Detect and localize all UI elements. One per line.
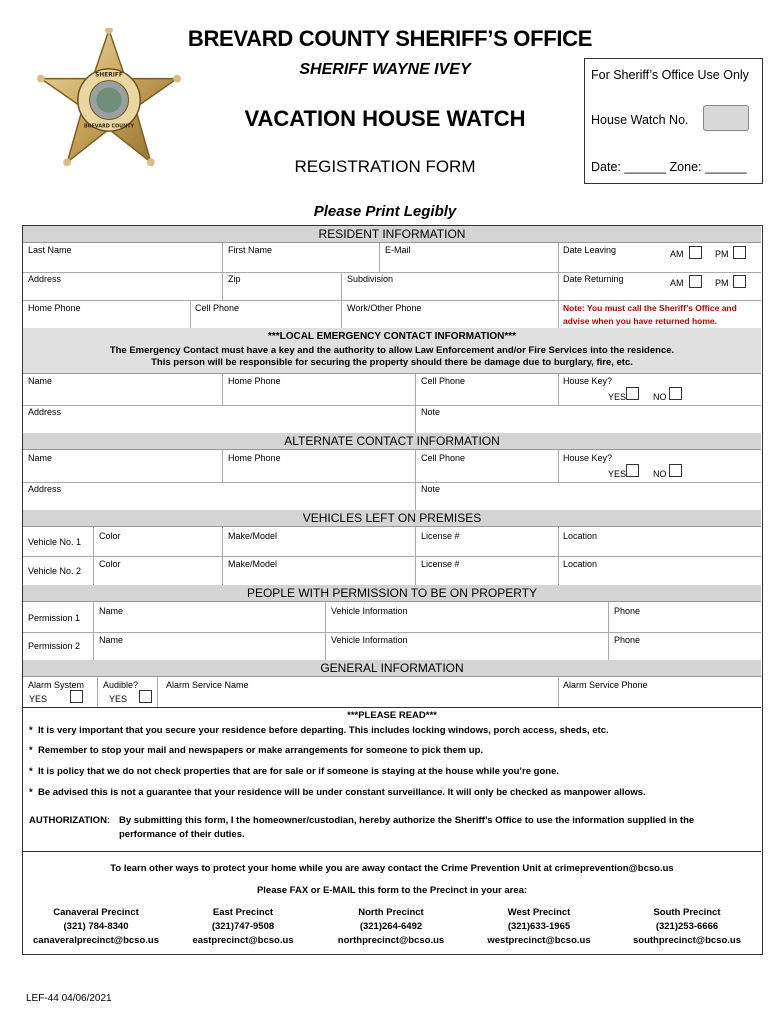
date-leaving-label: Date Leaving xyxy=(563,245,617,255)
alternate-house-key-label: House Key? xyxy=(563,453,613,463)
am-label-2: AM xyxy=(670,278,684,288)
alarm-yes-checkbox[interactable] xyxy=(70,690,83,703)
badge-ring-bottom: BREVARD COUNTY xyxy=(84,123,134,130)
form-title: VACATION HOUSE WATCH xyxy=(244,106,526,131)
zip-label: Zip xyxy=(228,274,241,284)
alternate-yes-label: YES xyxy=(608,469,627,479)
alarm-service-phone-label: Alarm Service Phone xyxy=(563,680,648,690)
emergency-key-yes-checkbox[interactable] xyxy=(626,387,639,400)
read-bullet-4-text: Be advised this is not a guarantee that your residence will be under constant surveillance. It will only be checked as manpower allows. xyxy=(37,787,646,798)
emergency-home-phone-label: Home Phone xyxy=(228,376,281,386)
precinct-email[interactable]: eastprecinct@bcso.us xyxy=(192,935,294,946)
permission-1-phone-label: Phone xyxy=(614,606,641,616)
badge-ring-top: SHERIFF xyxy=(95,72,123,79)
vehicle-1-make-label: Make/Model xyxy=(228,531,278,541)
last-name-label: Last Name xyxy=(28,245,72,255)
alternate-key-no-checkbox[interactable] xyxy=(669,464,682,477)
read-bullet-1: * It is very important that you secure your residence before departing. This includes locking windows, porch access, sheds, etc. xyxy=(29,725,609,736)
date-zone-label: Date: ______ Zone: ______ xyxy=(591,160,747,174)
emergency-header-block xyxy=(23,328,761,374)
precinct-email[interactable]: southprecinct@bcso.us xyxy=(633,935,741,946)
precinct-phone: (321)633-1965 xyxy=(507,921,571,932)
work-phone-label: Work/Other Phone xyxy=(347,303,422,313)
permission-section-header: PEOPLE WITH PERMISSION TO BE ON PROPERTY xyxy=(23,585,761,602)
sheriff-name: SHERIFF WAYNE IVEY xyxy=(299,61,471,78)
precinct-name: East Precinct xyxy=(212,907,274,918)
form-code: LEF-44 04/06/2021 xyxy=(26,993,112,1004)
office-use-box xyxy=(584,58,763,184)
vehicle-2-location-label: Location xyxy=(563,559,598,569)
emergency-line1: The Emergency Contact must have a key and the authority to allow Law Enforcement and/or Fire Services into the residence. xyxy=(109,345,675,356)
precinct-name: North Precinct xyxy=(358,907,424,918)
emergency-key-no-checkbox[interactable] xyxy=(669,387,682,400)
read-bullet-2-text: Remember to stop your mail and newspapers or make arrangements for someone to pick them up. xyxy=(37,745,484,756)
permission-2-phone-label: Phone xyxy=(614,635,641,645)
authorization-label: AUTHORIZATION: xyxy=(29,815,111,826)
read-bullet-2: * Remember to stop your mail and newspapers or make arrangements for someone to pick them up. xyxy=(29,745,484,756)
read-bullet-4: * Be advised this is not a guarantee that your residence will be under constant surveillance. It will only be checked as manpower allows. xyxy=(29,787,646,798)
permission-2-label: Permission 2 xyxy=(28,641,81,651)
audible-yes-checkbox[interactable] xyxy=(139,690,152,703)
vehicle-1-location-label: Location xyxy=(563,531,598,541)
general-section-header: GENERAL INFORMATION xyxy=(23,660,761,677)
cell-phone-label: Cell Phone xyxy=(195,303,240,313)
alternate-cell-phone-label: Cell Phone xyxy=(421,453,466,463)
precinct-phone: (321)253-6666 xyxy=(655,921,719,932)
am-label: AM xyxy=(670,249,684,259)
emergency-house-key-label: House Key? xyxy=(563,376,613,386)
alternate-name-label: Name xyxy=(28,453,53,463)
permission-1-label: Permission 1 xyxy=(28,613,81,623)
alternate-no-label: NO xyxy=(653,469,667,479)
vehicles-section-header: VEHICLES LEFT ON PREMISES xyxy=(23,510,761,527)
emergency-section-header: ***LOCAL EMERGENCY CONTACT INFORMATION*** xyxy=(267,331,517,342)
leaving-am-checkbox[interactable] xyxy=(689,246,702,259)
house-watch-number-field[interactable] xyxy=(703,105,749,131)
returning-pm-checkbox[interactable] xyxy=(733,275,746,288)
vehicle-2-label: Vehicle No. 2 xyxy=(28,566,82,576)
permission-2-vehicle-label: Vehicle Information xyxy=(331,635,408,645)
alternate-home-phone-label: Home Phone xyxy=(228,453,281,463)
crime-prevention-text: To learn other ways to protect your home while you are away contact the Crime Prevention Unit at crimeprevention@bcso.us xyxy=(110,863,674,874)
resident-section-header: RESIDENT INFORMATION xyxy=(23,226,761,243)
precinct-email[interactable]: northprecinct@bcso.us xyxy=(337,935,445,946)
emergency-address-label: Address xyxy=(28,407,62,417)
precinct-phone: (321) 784-8340 xyxy=(63,921,129,932)
precinct-name: Canaveral Precinct xyxy=(53,907,139,918)
alarm-yes-label: YES xyxy=(29,694,48,704)
vehicle-2-license-label: License # xyxy=(421,559,460,569)
permission-1-name-label: Name xyxy=(99,606,124,616)
emergency-name-label: Name xyxy=(28,376,53,386)
registration-form xyxy=(22,225,763,955)
precinct-west xyxy=(469,906,609,948)
vehicle-2-make-label: Make/Model xyxy=(228,559,278,569)
precinct-south xyxy=(617,906,757,948)
vehicle-1-color-label: Color xyxy=(99,531,121,541)
first-name-label: First Name xyxy=(228,245,273,255)
precinct-email[interactable]: westprecinct@bcso.us xyxy=(487,935,591,946)
authorization-line-1: By submitting this form, I the homeowner/custodian, hereby authorize the Sheriff’s Office to use the information supplied in the xyxy=(119,815,695,826)
emergency-no-label: NO xyxy=(653,392,667,402)
leaving-pm-checkbox[interactable] xyxy=(733,246,746,259)
pm-label: PM xyxy=(715,249,729,259)
read-bullet-1-text: It is very important that you secure your residence before departing. This includes locking windows, porch access, sheds, etc. xyxy=(37,725,609,736)
pm-label-2: PM xyxy=(715,278,729,288)
read-bullet-3: * It is policy that we do not check properties that are for sale or if someone is staying at the house while you’re gone. xyxy=(29,766,560,777)
emergency-line2: This person will be responsible for securing the property should there be damage due to burglary, fire, etc. xyxy=(151,357,633,368)
alarm-system-label: Alarm System xyxy=(28,680,85,690)
alarm-service-name-label: Alarm Service Name xyxy=(166,680,249,690)
permission-1-vehicle-label: Vehicle Information xyxy=(331,606,408,616)
alternate-note-label: Note xyxy=(421,484,441,494)
please-read-title: ***PLEASE READ*** xyxy=(347,710,437,721)
audible-label: Audible? xyxy=(103,680,139,690)
precinct-north xyxy=(321,906,461,948)
returning-am-checkbox[interactable] xyxy=(689,275,702,288)
vehicle-1-label: Vehicle No. 1 xyxy=(28,537,82,547)
fax-instruction: Please FAX or E-MAIL this form to the Precinct in your area: xyxy=(256,885,528,896)
alternate-key-yes-checkbox[interactable] xyxy=(626,464,639,477)
vehicle-1-license-label: License # xyxy=(421,531,460,541)
emergency-cell-phone-label: Cell Phone xyxy=(421,376,466,386)
precinct-canaveral xyxy=(26,906,166,948)
precinct-east xyxy=(173,906,313,948)
read-bullet-3-text: It is policy that we do not check properties that are for sale or if someone is staying at the house while you’re gone. xyxy=(37,766,560,777)
precinct-phone: (321)747-9508 xyxy=(211,921,275,932)
precinct-name: South Precinct xyxy=(653,907,721,918)
home-phone-label: Home Phone xyxy=(28,303,81,313)
email-label: E-Mail xyxy=(385,245,411,255)
form-subtitle: REGISTRATION FORM xyxy=(294,157,476,176)
authorization-line-2: performance of their duties. xyxy=(119,829,245,840)
emergency-note-label: Note xyxy=(421,407,441,417)
return-note: Note: You must call the Sheriff’s Office and advise when you have returned home. xyxy=(563,303,737,326)
precinct-phone: (321)264-6492 xyxy=(359,921,423,932)
subdivision-label: Subdivision xyxy=(347,274,394,284)
office-use-title: For Sheriff’s Office Use Only xyxy=(591,68,749,82)
emergency-yes-label: YES xyxy=(608,392,627,402)
audible-yes-label: YES xyxy=(109,694,128,704)
alternate-section-header: ALTERNATE CONTACT INFORMATION xyxy=(23,433,761,450)
print-legibly: Please Print Legibly xyxy=(313,203,457,220)
address-label: Address xyxy=(28,274,62,284)
org-title: BREVARD COUNTY SHERIFF’S OFFICE xyxy=(187,26,593,51)
vehicle-2-color-label: Color xyxy=(99,559,121,569)
precinct-email[interactable]: canaveralprecinct@bcso.us xyxy=(33,935,159,946)
date-returning-label: Date Returning xyxy=(563,274,624,284)
permission-2-name-label: Name xyxy=(99,635,124,645)
house-watch-label: House Watch No. xyxy=(591,113,689,127)
alternate-address-label: Address xyxy=(28,484,62,494)
precinct-name: West Precinct xyxy=(507,907,571,918)
